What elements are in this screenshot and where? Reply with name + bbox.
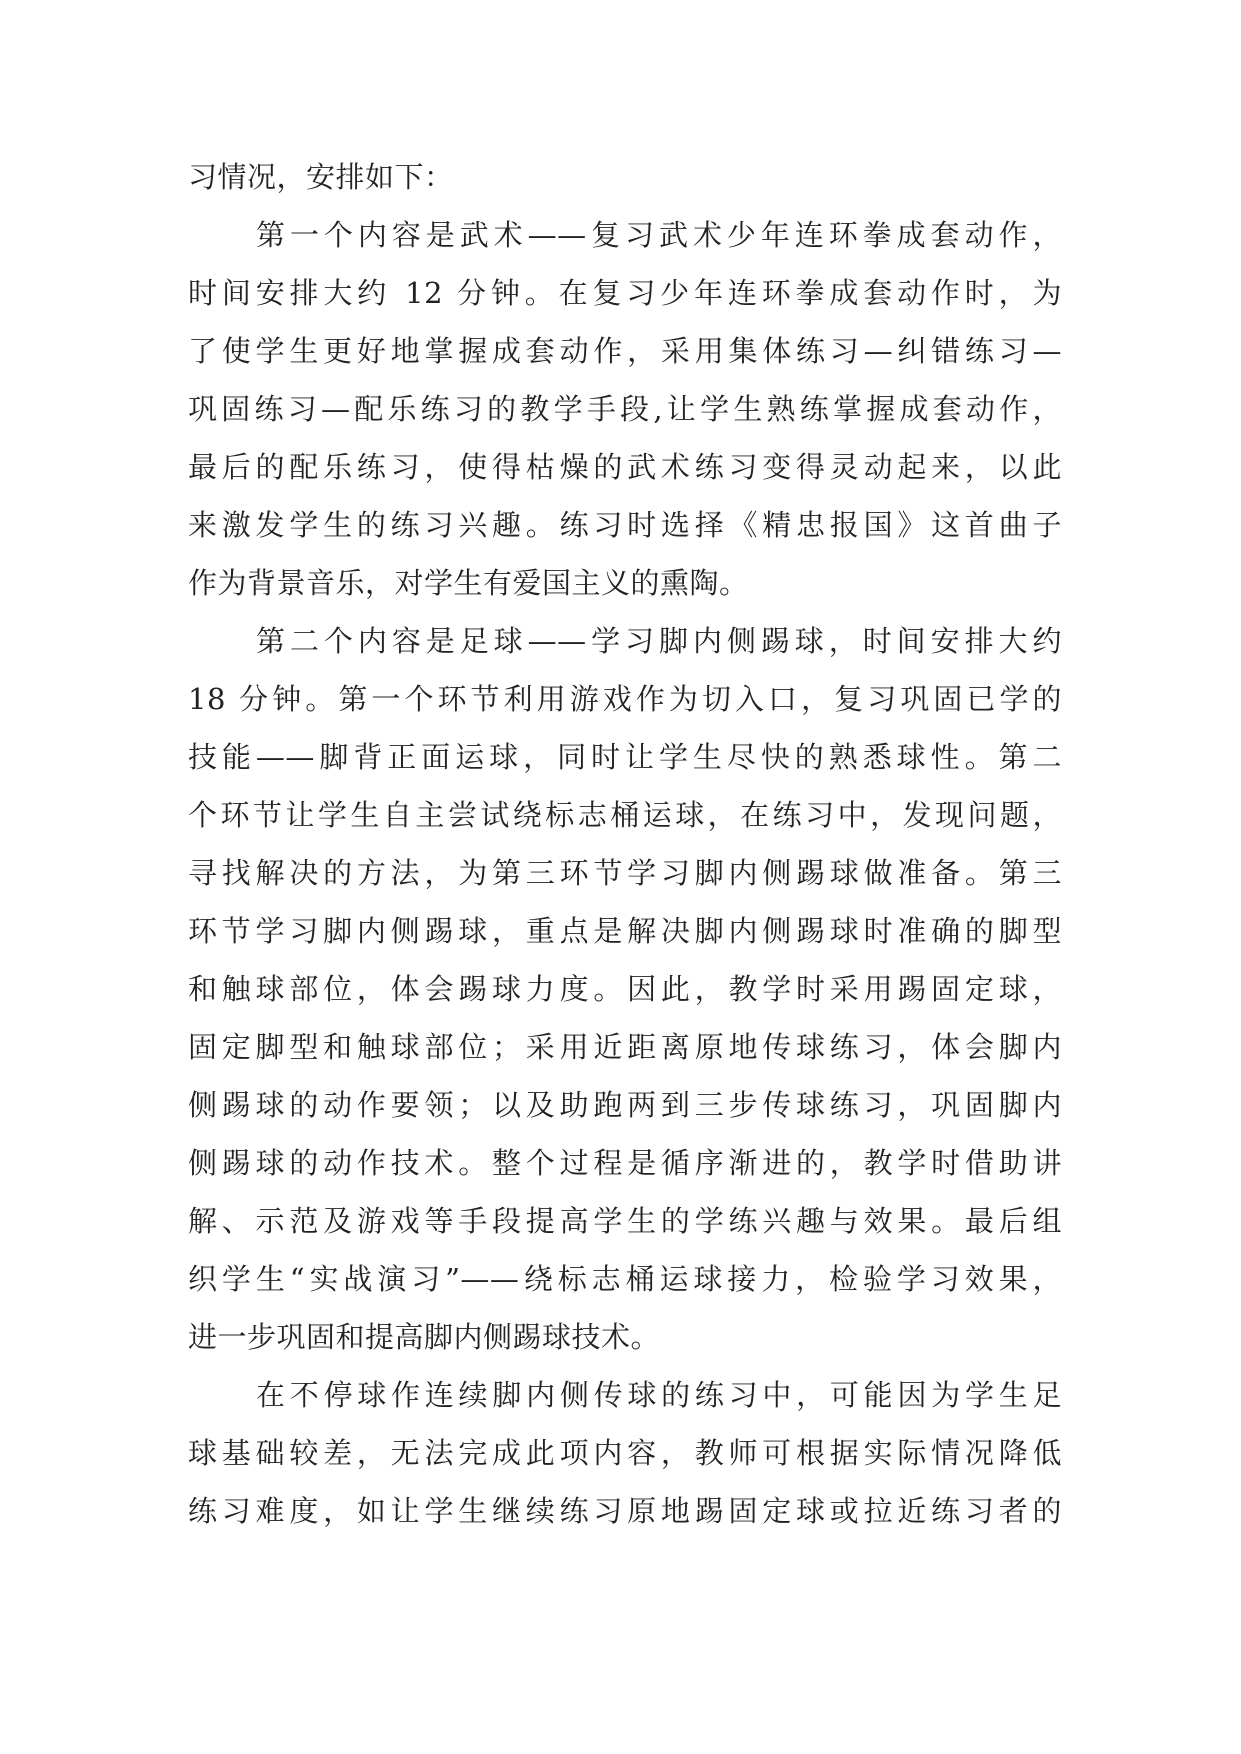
- text-line: 球基础较差，无法完成此项内容，教师可根据实际情况降低: [188, 1436, 1062, 1470]
- text-line: 习情况，安排如下：: [188, 160, 454, 194]
- text-line: 环节学习脚内侧踢球，重点是解决脚内侧踢球时准确的脚型: [188, 914, 1062, 948]
- text-line: 练习难度，如让学生继续练习原地踢固定球或拉近练习者的: [188, 1494, 1062, 1528]
- text-line: 和触球部位，体会踢球力度。因此，教学时采用踢固定球，: [188, 972, 1062, 1006]
- text-line: 解、示范及游戏等手段提高学生的学练兴趣与效果。最后组: [188, 1204, 1062, 1238]
- paragraph-arrangement-intro: [188, 148, 1062, 206]
- text-line: 巩固练习—配乐练习的教学手段,让学生熟练掌握成套动作，: [188, 392, 1062, 426]
- text-line: 固定脚型和触球部位；采用近距离原地传球练习，体会脚内: [188, 1030, 1062, 1064]
- document-body: [188, 148, 1062, 1540]
- text-line: 个环节让学生自主尝试绕标志桶运球，在练习中，发现问题，: [188, 798, 1062, 832]
- text-line: 第一个内容是武术——复习武术少年连环拳成套动作，: [256, 218, 1062, 252]
- text-line: 最后的配乐练习，使得枯燥的武术练习变得灵动起来，以此: [188, 450, 1062, 484]
- text-line: 第二个内容是足球——学习脚内侧踢球，时间安排大约: [256, 624, 1062, 658]
- text-line: 进一步巩固和提高脚内侧踢球技术。: [188, 1320, 661, 1354]
- text-line: 18 分钟。第一个环节利用游戏作为切入口，复习巩固已学的: [188, 682, 1062, 716]
- text-line: 织学生“实战演习”——绕标志桶运球接力，检验学习效果，: [188, 1262, 1062, 1296]
- text-line: 作为背景音乐，对学生有爱国主义的熏陶。: [188, 566, 749, 600]
- paragraph-wushu: [188, 206, 1062, 612]
- text-line: 技能——脚背正面运球，同时让学生尽快的熟悉球性。第二: [188, 740, 1062, 774]
- text-line: 侧踢球的动作要领；以及助跑两到三步传球练习，巩固脚内: [188, 1088, 1062, 1122]
- paragraph-passing-practice: [188, 1366, 1062, 1540]
- text-line: 在不停球作连续脚内侧传球的练习中，可能因为学生足: [256, 1378, 1062, 1412]
- text-line: 侧踢球的动作技术。整个过程是循序渐进的，教学时借助讲: [188, 1146, 1062, 1180]
- text-line: 时间安排大约 12 分钟。在复习少年连环拳成套动作时，为: [188, 276, 1062, 310]
- paragraph-football: [188, 612, 1062, 1366]
- text-line: 来激发学生的练习兴趣。练习时选择《精忠报国》这首曲子: [188, 508, 1062, 542]
- text-line: 寻找解决的方法，为第三环节学习脚内侧踢球做准备。第三: [188, 856, 1062, 890]
- text-line: 了使学生更好地掌握成套动作，采用集体练习—纠错练习—: [188, 334, 1062, 368]
